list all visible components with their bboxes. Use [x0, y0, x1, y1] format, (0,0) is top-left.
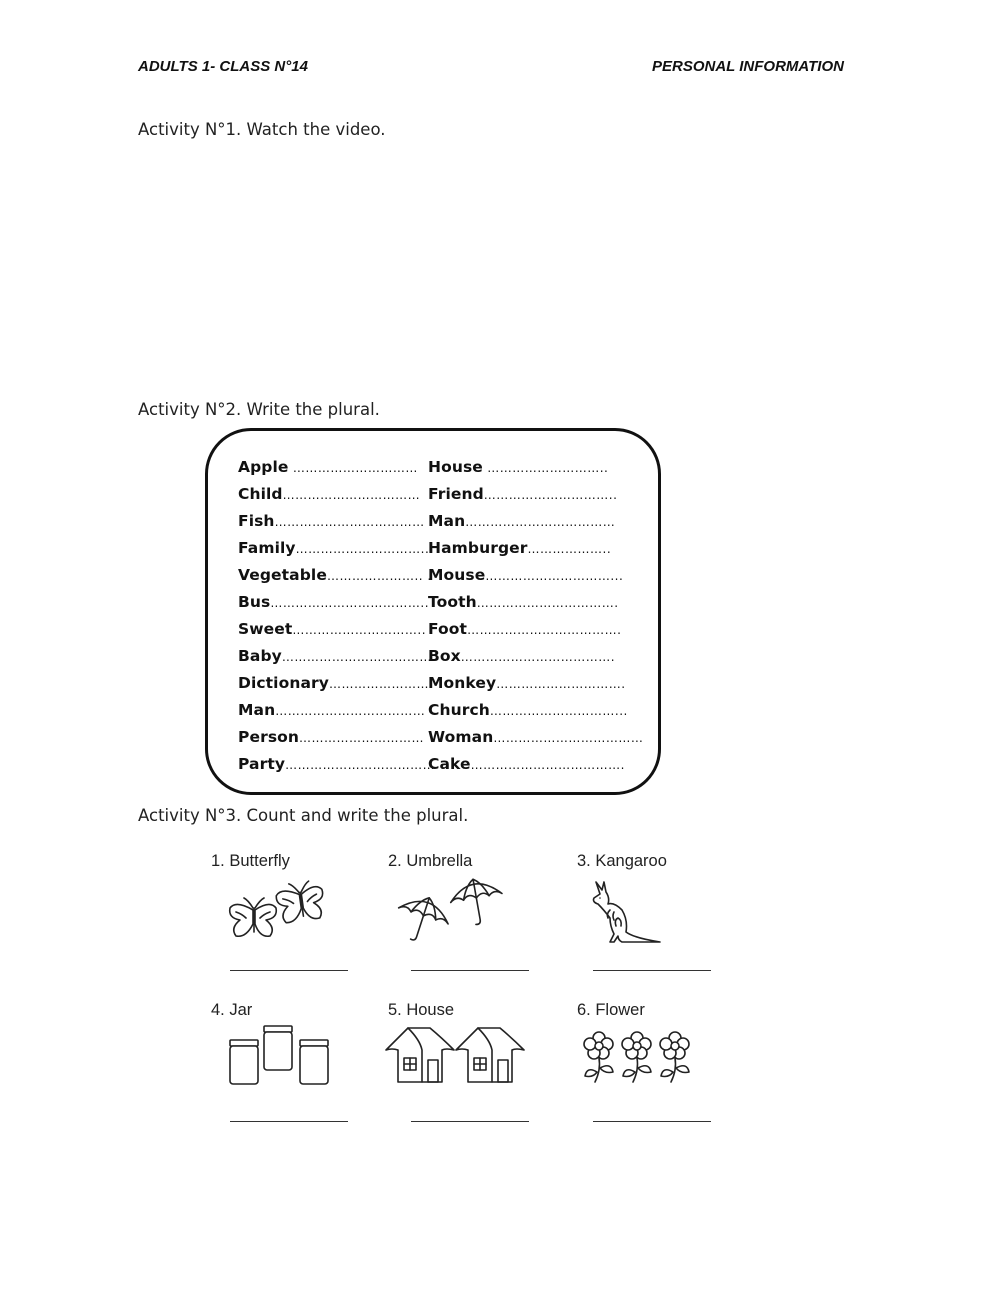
word-entry	[428, 647, 615, 665]
jar-illustration	[226, 1024, 336, 1088]
item-label-flower: 6. Flower	[577, 1001, 645, 1019]
word-entry	[428, 485, 617, 503]
answer-blank[interactable]: ………………………………	[281, 650, 432, 664]
word-label: Person	[238, 728, 300, 746]
answer-blank[interactable]: ………………..	[527, 542, 612, 556]
word-entry	[428, 701, 628, 719]
word-label: Apple	[238, 458, 289, 476]
answer-line-house[interactable]	[411, 1121, 529, 1122]
word-label: Man	[238, 701, 276, 719]
answer-blank[interactable]: ………………………………	[275, 704, 426, 718]
word-label: Church	[428, 701, 490, 719]
word-label: Friend	[428, 485, 484, 503]
answer-blank[interactable]: ……………………………….	[467, 623, 622, 637]
word-label: Mouse	[428, 566, 486, 584]
word-label: Vegetable	[238, 566, 327, 584]
word-entry	[238, 512, 425, 530]
word-label: House	[428, 458, 483, 476]
house-illustration	[384, 1026, 529, 1088]
activity-3-title: Activity N°3. Count and write the plural.	[138, 806, 469, 825]
item-label-umbrella: 2. Umbrella	[388, 852, 473, 870]
answer-blank[interactable]: …………………………….	[476, 596, 619, 610]
word-entry	[428, 755, 625, 773]
answer-blank[interactable]: …………………………...	[489, 704, 628, 718]
answer-line-butterfly[interactable]	[230, 970, 348, 971]
answer-blank[interactable]: …………………………...	[485, 569, 624, 583]
word-entry	[238, 755, 435, 773]
word-label: Dictionary	[238, 674, 329, 692]
word-entry	[428, 539, 611, 557]
umbrella-illustration	[396, 876, 506, 944]
word-entry	[238, 647, 432, 665]
word-label: Woman	[428, 728, 494, 746]
word-entry	[428, 566, 623, 584]
answer-blank[interactable]: ……………………………….	[460, 650, 616, 664]
item-label-butterfly: 1. Butterfly	[211, 852, 290, 870]
word-label: Party	[238, 755, 286, 773]
word-label: Tooth	[428, 593, 477, 611]
kangaroo-illustration	[588, 880, 698, 950]
answer-blank[interactable]: ……………………	[328, 677, 429, 691]
flower-illustration	[585, 1032, 700, 1092]
word-entry	[428, 728, 643, 746]
answer-blank[interactable]: ……………………………….	[470, 758, 625, 772]
word-entry	[238, 620, 426, 638]
word-entry	[238, 566, 432, 584]
word-label: Box	[428, 647, 461, 665]
word-label: Bus	[238, 593, 271, 611]
word-label: Monkey	[428, 674, 497, 692]
answer-blank[interactable]: …………………………..	[292, 623, 427, 637]
item-label-kangaroo: 3. Kangaroo	[577, 852, 667, 870]
word-entry	[238, 485, 420, 503]
word-entry	[238, 539, 429, 557]
word-entry	[238, 458, 418, 476]
answer-line-jar[interactable]	[230, 1121, 348, 1122]
answer-blank[interactable]: ………………………….	[496, 677, 626, 691]
answer-blank[interactable]: ………………………………..	[270, 596, 430, 610]
activity-2-title: Activity N°2. Write the plural.	[138, 400, 380, 419]
word-entry	[428, 512, 615, 530]
word-label: Sweet	[238, 620, 293, 638]
word-label: Foot	[428, 620, 468, 638]
header-class-title: ADULTS 1- CLASS N°14	[138, 58, 308, 75]
answer-line-kangaroo[interactable]	[593, 970, 711, 971]
answer-blank[interactable]: ……………………………	[282, 488, 421, 502]
answer-blank[interactable]: ………………………..	[482, 461, 609, 475]
word-entry	[428, 674, 626, 692]
item-label-house: 5. House	[388, 1001, 455, 1019]
word-entry	[238, 728, 424, 746]
word-label: Fish	[238, 512, 275, 530]
word-label: Baby	[238, 647, 282, 665]
word-entry	[238, 593, 429, 611]
word-entry	[428, 593, 619, 611]
answer-blank[interactable]: …………………………..	[295, 542, 430, 556]
word-entry	[428, 620, 621, 638]
answer-line-umbrella[interactable]	[411, 970, 529, 971]
answer-blank[interactable]: ………………………………	[493, 731, 644, 745]
word-label: Man	[428, 512, 466, 530]
answer-blank[interactable]: ………………………………	[465, 515, 616, 529]
item-label-jar: 4. Jar	[211, 1001, 253, 1019]
header-topic-title: PERSONAL INFORMATION	[652, 58, 844, 75]
butterfly-illustration	[226, 886, 336, 946]
answer-blank[interactable]: …………………………	[299, 731, 425, 745]
word-label: Hamburger	[428, 539, 528, 557]
activity-1-title: Activity N°1. Watch the video.	[138, 120, 386, 139]
word-label: Child	[238, 485, 283, 503]
word-entry	[428, 458, 608, 476]
word-entry	[238, 701, 425, 719]
answer-line-flower[interactable]	[593, 1121, 711, 1122]
answer-blank[interactable]: ………………….. .	[326, 569, 432, 583]
answer-blank[interactable]: …………………………	[288, 461, 418, 475]
answer-blank[interactable]: …………………………..	[483, 488, 618, 502]
answer-blank[interactable]: ………………………………	[285, 758, 436, 772]
word-label: Cake	[428, 755, 471, 773]
word-entry	[238, 674, 429, 692]
word-label: Family	[238, 539, 296, 557]
answer-blank[interactable]: ………………………………	[274, 515, 425, 529]
